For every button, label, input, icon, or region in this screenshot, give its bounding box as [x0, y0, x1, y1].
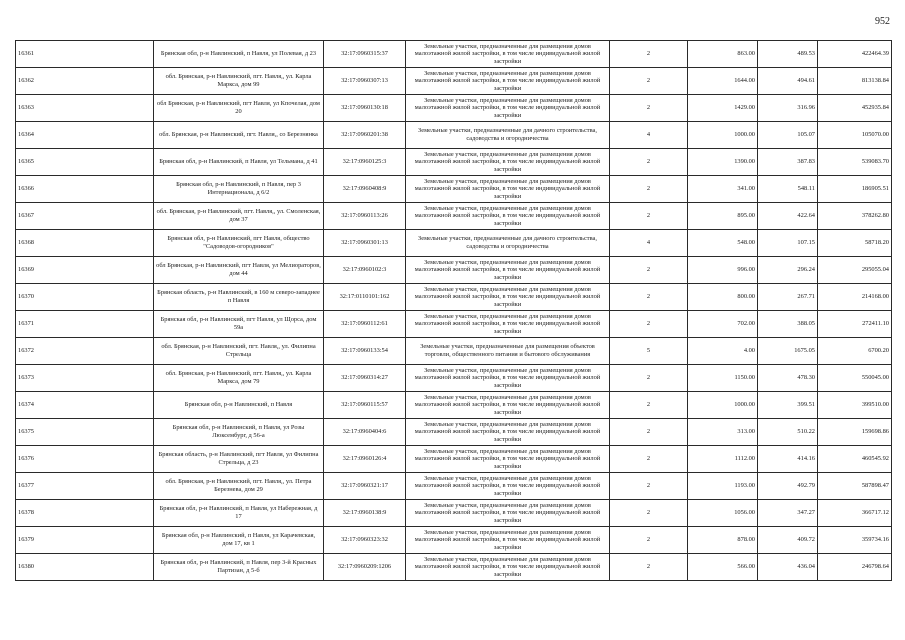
- cadastral-value-cell: 186905.51: [818, 176, 892, 203]
- row-number-cell: 16364: [16, 122, 154, 149]
- cadastral-number-cell: 32:17:0960102:3: [324, 257, 406, 284]
- specific-value-cell: 387.83: [758, 149, 818, 176]
- use-category-cell: 2: [610, 257, 688, 284]
- cadastral-number-cell: 32:17:0960321:17: [324, 473, 406, 500]
- use-category-cell: 2: [610, 41, 688, 68]
- specific-value-cell: 548.11: [758, 176, 818, 203]
- table-row: [16, 500, 892, 527]
- cadastral-value-cell: 539083.70: [818, 149, 892, 176]
- area-cell: 1150.00: [688, 365, 758, 392]
- land-use-purpose-cell: Земельные участки, предназначенные для размещения домов малоэтажной жилой застройки, в том числе индивидуальной жилой застройки: [406, 500, 610, 527]
- land-use-purpose-cell: Земельные участки, предназначенные для размещения домов малоэтажной жилой застройки, в том числе индивидуальной жилой застройки: [406, 95, 610, 122]
- cadastral-value-cell: 366717.12: [818, 500, 892, 527]
- row-number-cell: 16378: [16, 500, 154, 527]
- cadastral-number-cell: 32:17:0110101:162: [324, 284, 406, 311]
- address-cell: Брянская обл, р-н Навлинский, пгт Навля, общество "Садоводов-огородников": [154, 230, 324, 257]
- table-row: [16, 41, 892, 68]
- specific-value-cell: 107.15: [758, 230, 818, 257]
- cadastral-value-cell: 214168.00: [818, 284, 892, 311]
- use-category-cell: 2: [610, 419, 688, 446]
- area-cell: 566.00: [688, 554, 758, 581]
- cadastral-value-cell: 422464.39: [818, 41, 892, 68]
- area-cell: 702.00: [688, 311, 758, 338]
- row-number-cell: 16371: [16, 311, 154, 338]
- specific-value-cell: 267.71: [758, 284, 818, 311]
- address-cell: Брянская обл, р-н Навлинский, п Навля, ул Тельмана, д 41: [154, 149, 324, 176]
- cadastral-value-cell: 378262.80: [818, 203, 892, 230]
- cadastral-value-cell: 550045.00: [818, 365, 892, 392]
- land-use-purpose-cell: Земельные участки, предназначенные для размещения домов малоэтажной жилой застройки, в том числе индивидуальной жилой застройки: [406, 176, 610, 203]
- use-category-cell: 2: [610, 473, 688, 500]
- land-use-purpose-cell: Земельные участки, предназначенные для размещения домов малоэтажной жилой застройки, в том числе индивидуальной жилой застройки: [406, 68, 610, 95]
- use-category-cell: 2: [610, 284, 688, 311]
- use-category-cell: 2: [610, 527, 688, 554]
- cadastral-number-cell: 32:17:0960138:9: [324, 500, 406, 527]
- use-category-cell: 4: [610, 122, 688, 149]
- area-cell: 1000.00: [688, 392, 758, 419]
- specific-value-cell: 399.51: [758, 392, 818, 419]
- land-use-purpose-cell: Земельные участки, предназначенные для размещения объектов торговли, общественного питания и бытового обслуживания: [406, 338, 610, 365]
- table-row: [16, 338, 892, 365]
- row-number-cell: 16366: [16, 176, 154, 203]
- address-cell: Брянская обл, р-н Навлинский, п Навля, ул Полевая, д 23: [154, 41, 324, 68]
- row-number-cell: 16373: [16, 365, 154, 392]
- table-row: [16, 392, 892, 419]
- row-number-cell: 16376: [16, 446, 154, 473]
- use-category-cell: 2: [610, 500, 688, 527]
- specific-value-cell: 494.61: [758, 68, 818, 95]
- row-number-cell: 16375: [16, 419, 154, 446]
- table-row: [16, 68, 892, 95]
- area-cell: 1112.00: [688, 446, 758, 473]
- cadastral-value-cell: 105070.00: [818, 122, 892, 149]
- land-use-purpose-cell: Земельные участки, предназначенные для размещения домов малоэтажной жилой застройки, в том числе индивидуальной жилой застройки: [406, 149, 610, 176]
- address-cell: Брянская обл, р-н Навлинский, п Навля, пер 3 Интернационала, д 6/2: [154, 176, 324, 203]
- address-cell: Брянская обл, р-н Навлинский, пгт Навля, ул Щорса, дом 59а: [154, 311, 324, 338]
- cadastral-number-cell: 32:17:0960112:61: [324, 311, 406, 338]
- table-row: [16, 419, 892, 446]
- cadastral-number-cell: 32:17:0960314:27: [324, 365, 406, 392]
- land-use-purpose-cell: Земельные участки, предназначенные для размещения домов малоэтажной жилой застройки, в том числе индивидуальной жилой застройки: [406, 365, 610, 392]
- area-cell: 1193.00: [688, 473, 758, 500]
- use-category-cell: 5: [610, 338, 688, 365]
- use-category-cell: 2: [610, 311, 688, 338]
- land-use-purpose-cell: Земельные участки, предназначенные для размещения домов малоэтажной жилой застройки, в том числе индивидуальной жилой застройки: [406, 473, 610, 500]
- address-cell: обл. Брянская, р-н Навлинский, пгт. Навля,, со Березнянка: [154, 122, 324, 149]
- area-cell: 1429.00: [688, 95, 758, 122]
- area-cell: 996.00: [688, 257, 758, 284]
- row-number-cell: 16374: [16, 392, 154, 419]
- specific-value-cell: 1675.05: [758, 338, 818, 365]
- address-cell: обл Брянская, р-н Навлинский, пгт Навля, ул Кпочелая, дом 20: [154, 95, 324, 122]
- land-use-purpose-cell: Земельные участки, предназначенные для размещения домов малоэтажной жилой застройки, в том числе индивидуальной жилой застройки: [406, 527, 610, 554]
- specific-value-cell: 422.64: [758, 203, 818, 230]
- cadastral-value-cell: 460545.92: [818, 446, 892, 473]
- land-use-purpose-cell: Земельные участки, предназначенные для размещения домов малоэтажной жилой застройки, в том числе индивидуальной жилой застройки: [406, 392, 610, 419]
- cadastral-number-cell: 32:17:0960125:3: [324, 149, 406, 176]
- row-number-cell: 16362: [16, 68, 154, 95]
- specific-value-cell: 414.16: [758, 446, 818, 473]
- table-row: [16, 122, 892, 149]
- specific-value-cell: 316.96: [758, 95, 818, 122]
- table-row: [16, 311, 892, 338]
- row-number-cell: 16361: [16, 41, 154, 68]
- area-cell: 800.00: [688, 284, 758, 311]
- land-use-purpose-cell: Земельные участки, предназначенные для размещения домов малоэтажной жилой застройки, в том числе индивидуальной жилой застройки: [406, 41, 610, 68]
- area-cell: 341.00: [688, 176, 758, 203]
- specific-value-cell: 489.53: [758, 41, 818, 68]
- row-number-cell: 16367: [16, 203, 154, 230]
- use-category-cell: 2: [610, 95, 688, 122]
- address-cell: Брянская обл, р-н Навлинский, п Навля, ул Набережная, д 17: [154, 500, 324, 527]
- cadastral-value-table: [15, 40, 892, 581]
- land-use-purpose-cell: Земельные участки, предназначенные для размещения домов малоэтажной жилой застройки, в том числе индивидуальной жилой застройки: [406, 284, 610, 311]
- cadastral-value-cell: 159698.86: [818, 419, 892, 446]
- row-number-cell: 16368: [16, 230, 154, 257]
- area-cell: 895.00: [688, 203, 758, 230]
- specific-value-cell: 347.27: [758, 500, 818, 527]
- address-cell: Брянская обл, р-н Навлинский, п Навля: [154, 392, 324, 419]
- cadastral-number-cell: 32:17:0960404:6: [324, 419, 406, 446]
- area-cell: 863.00: [688, 41, 758, 68]
- address-cell: обл. Брянская, р-н Навлинский, пгт. Навля,, ул. Филипна Стрельца: [154, 338, 324, 365]
- land-use-purpose-cell: Земельные участки, предназначенные для дачного строительства, садоводства и огородничества: [406, 230, 610, 257]
- cadastral-value-cell: 58718.20: [818, 230, 892, 257]
- table-row: [16, 446, 892, 473]
- table-row: [16, 230, 892, 257]
- specific-value-cell: 388.05: [758, 311, 818, 338]
- address-cell: Брянская обл, р-н Навлинский, п Навля, ул Розы Люксембург, д 56-а: [154, 419, 324, 446]
- table-row: [16, 527, 892, 554]
- land-use-purpose-cell: Земельные участки, предназначенные для размещения домов малоэтажной жилой застройки, в том числе индивидуальной жилой застройки: [406, 419, 610, 446]
- area-cell: 1390.00: [688, 149, 758, 176]
- land-use-purpose-cell: Земельные участки, предназначенные для размещения домов малоэтажной жилой застройки, в том числе индивидуальной жилой застройки: [406, 203, 610, 230]
- table-row: [16, 554, 892, 581]
- area-cell: 548.00: [688, 230, 758, 257]
- cadastral-number-cell: 32:17:0960201:38: [324, 122, 406, 149]
- table-row: [16, 473, 892, 500]
- specific-value-cell: 409.72: [758, 527, 818, 554]
- page-number: 952: [875, 16, 890, 27]
- address-cell: обл. Брянская, р-н Навлинский, пгт. Навля,, ул. Смоленская, дом 37: [154, 203, 324, 230]
- cadastral-value-cell: 6700.20: [818, 338, 892, 365]
- cadastral-number-cell: 32:17:0960307:13: [324, 68, 406, 95]
- cadastral-value-cell: 813138.84: [818, 68, 892, 95]
- table-row: [16, 365, 892, 392]
- table-body: [16, 41, 892, 581]
- address-cell: обл Брянская, р-н Навлинский, пгт Навля, ул Мелиораторов, дом 44: [154, 257, 324, 284]
- address-cell: обл. Брянская, р-н Навлинский, пгт. Навля,, ул. Карла Маркса, дом 79: [154, 365, 324, 392]
- cadastral-number-cell: 32:17:0960315:37: [324, 41, 406, 68]
- cadastral-number-cell: 32:17:0960113:26: [324, 203, 406, 230]
- cadastral-value-cell: 272411.10: [818, 311, 892, 338]
- cadastral-number-cell: 32:17:0960301:13: [324, 230, 406, 257]
- address-cell: Брянская область, р-н Навлинский, пгт Навля, ул Филипна Стрельца, д 23: [154, 446, 324, 473]
- cadastral-number-cell: 32:17:0960126:4: [324, 446, 406, 473]
- specific-value-cell: 478.30: [758, 365, 818, 392]
- use-category-cell: 2: [610, 365, 688, 392]
- row-number-cell: 16365: [16, 149, 154, 176]
- cadastral-number-cell: 32:17:0960323:32: [324, 527, 406, 554]
- row-number-cell: 16370: [16, 284, 154, 311]
- area-cell: 878.00: [688, 527, 758, 554]
- address-cell: Брянская обл, р-н Навлинский, п Навля, пер 3-й Красных Партизан, д 5-б: [154, 554, 324, 581]
- cadastral-value-cell: 359734.16: [818, 527, 892, 554]
- table-row: [16, 257, 892, 284]
- area-cell: 1000.00: [688, 122, 758, 149]
- row-number-cell: 16380: [16, 554, 154, 581]
- area-cell: 1644.00: [688, 68, 758, 95]
- specific-value-cell: 105.07: [758, 122, 818, 149]
- cadastral-value-cell: 295055.04: [818, 257, 892, 284]
- specific-value-cell: 436.04: [758, 554, 818, 581]
- land-use-purpose-cell: Земельные участки, предназначенные для размещения домов малоэтажной жилой застройки, в том числе индивидуальной жилой застройки: [406, 554, 610, 581]
- area-cell: 1056.00: [688, 500, 758, 527]
- cadastral-number-cell: 32:17:0960115:57: [324, 392, 406, 419]
- specific-value-cell: 492.79: [758, 473, 818, 500]
- cadastral-number-cell: 32:17:0960130:18: [324, 95, 406, 122]
- cadastral-value-cell: 587898.47: [818, 473, 892, 500]
- land-use-purpose-cell: Земельные участки, предназначенные для размещения домов малоэтажной жилой застройки, в том числе индивидуальной жилой застройки: [406, 311, 610, 338]
- use-category-cell: 2: [610, 149, 688, 176]
- land-use-purpose-cell: Земельные участки, предназначенные для размещения домов малоэтажной жилой застройки, в том числе индивидуальной жилой застройки: [406, 446, 610, 473]
- row-number-cell: 16379: [16, 527, 154, 554]
- address-cell: Брянская область, р-н Навлинский, в 160 м северо-западнее п Навля: [154, 284, 324, 311]
- cadastral-number-cell: 32:17:0960408:9: [324, 176, 406, 203]
- row-number-cell: 16369: [16, 257, 154, 284]
- use-category-cell: 2: [610, 68, 688, 95]
- use-category-cell: 2: [610, 203, 688, 230]
- row-number-cell: 16372: [16, 338, 154, 365]
- use-category-cell: 4: [610, 230, 688, 257]
- use-category-cell: 2: [610, 446, 688, 473]
- use-category-cell: 2: [610, 176, 688, 203]
- cadastral-value-cell: 246798.64: [818, 554, 892, 581]
- address-cell: обл. Брянская, р-н Навлинский, пгт. Навля,, ул. Петра Березнева, дом 29: [154, 473, 324, 500]
- table-row: [16, 176, 892, 203]
- area-cell: 4.00: [688, 338, 758, 365]
- address-cell: обл. Брянская, р-н Навлинский, пгт. Навля,, ул. Карла Маркса, дом 99: [154, 68, 324, 95]
- cadastral-value-cell: 399510.00: [818, 392, 892, 419]
- cadastral-number-cell: 32:17:0960209:1206: [324, 554, 406, 581]
- row-number-cell: 16363: [16, 95, 154, 122]
- cadastral-number-cell: 32:17:0960133:54: [324, 338, 406, 365]
- table-row: [16, 149, 892, 176]
- table-row: [16, 284, 892, 311]
- use-category-cell: 2: [610, 554, 688, 581]
- row-number-cell: 16377: [16, 473, 154, 500]
- cadastral-value-cell: 452935.84: [818, 95, 892, 122]
- address-cell: Брянская обл, р-н Навлинский, п Навля, ул Карачевская, дом 17, кв 1: [154, 527, 324, 554]
- specific-value-cell: 510.22: [758, 419, 818, 446]
- table-row: [16, 203, 892, 230]
- specific-value-cell: 296.24: [758, 257, 818, 284]
- table-row: [16, 95, 892, 122]
- land-use-purpose-cell: Земельные участки, предназначенные для размещения домов малоэтажной жилой застройки, в том числе индивидуальной жилой застройки: [406, 257, 610, 284]
- area-cell: 313.00: [688, 419, 758, 446]
- land-use-purpose-cell: Земельные участки, предназначенные для дачного строительства, садоводства и огородничества: [406, 122, 610, 149]
- use-category-cell: 2: [610, 392, 688, 419]
